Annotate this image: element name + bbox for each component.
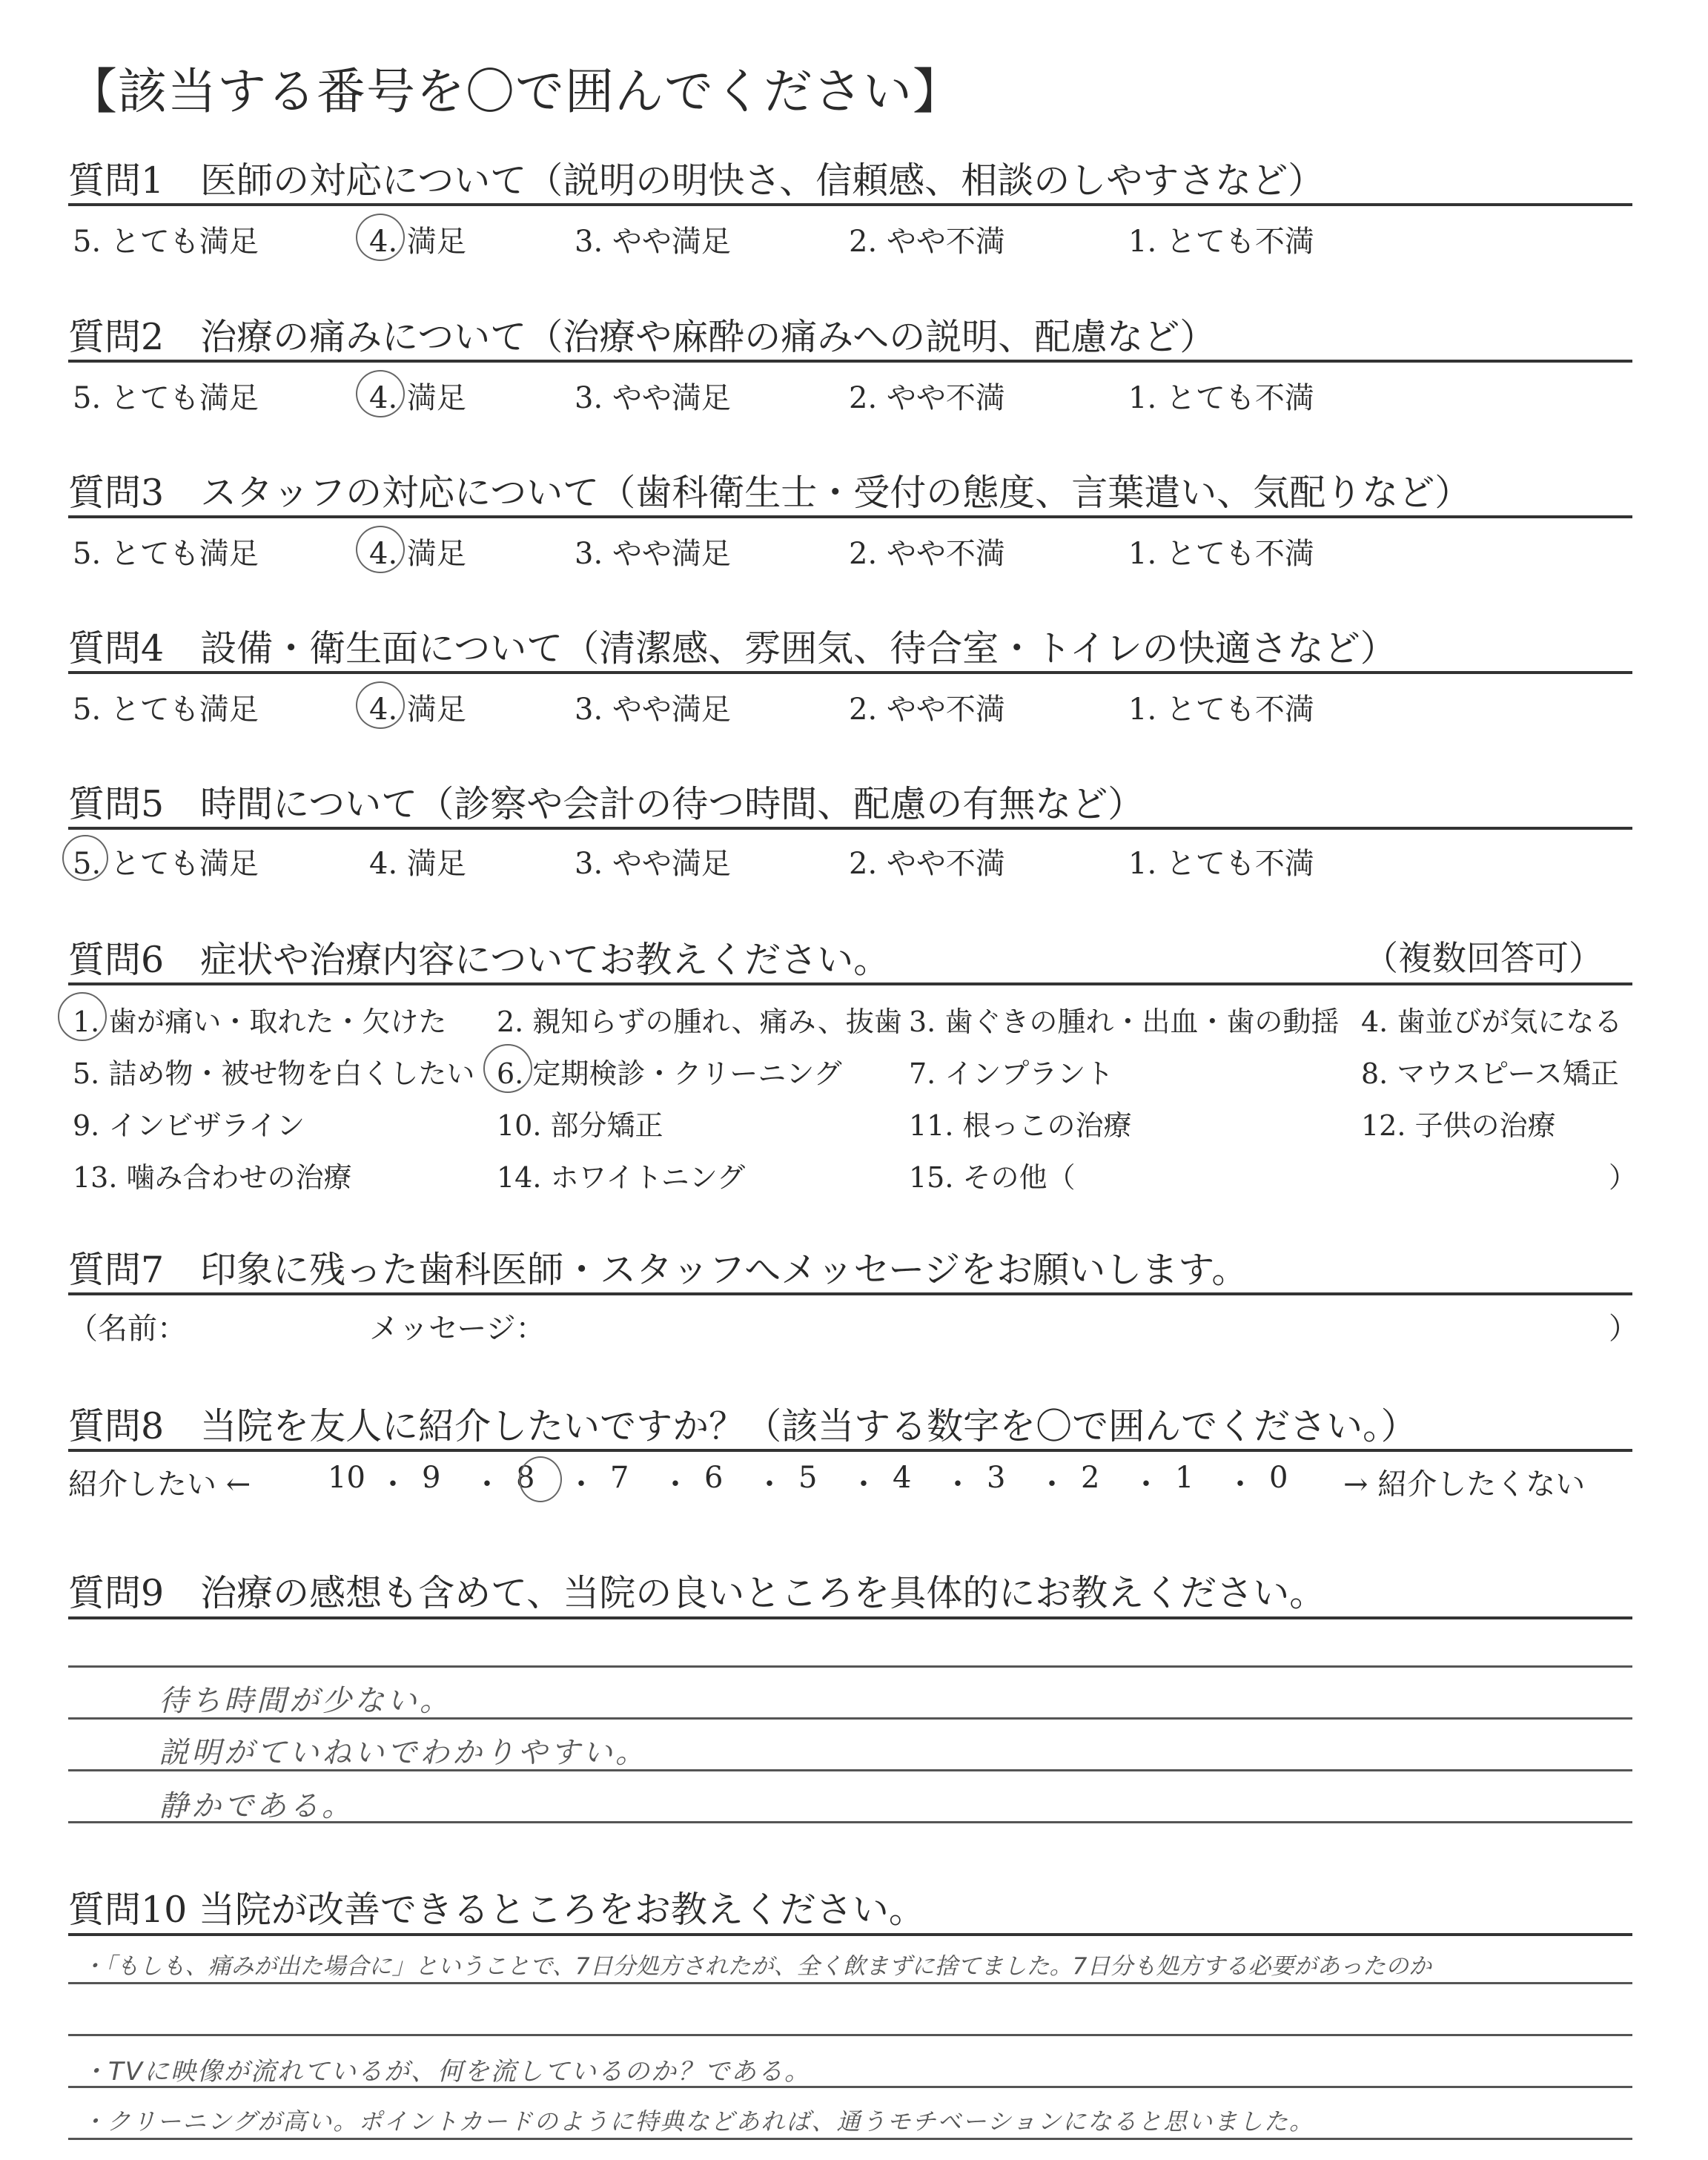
- q1-option-1[interactable]: 1. とても不満: [1128, 225, 1314, 259]
- q8-number-4[interactable]: 4: [893, 1461, 912, 1495]
- q4-selection-circle: [356, 681, 405, 729]
- page-title: 【該当する番号を〇で囲んでください】: [68, 63, 962, 120]
- q10-answer-2: ・TVに映像が流れているが、何を流しているのか？である。: [82, 2057, 812, 2087]
- q8-number-10[interactable]: 10: [328, 1461, 365, 1495]
- q8-left-label: 紹介したい ←: [68, 1467, 251, 1502]
- q8-separator-dot: ・: [849, 1467, 878, 1502]
- q6-option-10[interactable]: 10. 部分矯正: [497, 1109, 663, 1142]
- divider: [68, 515, 1632, 518]
- q4-option-2[interactable]: 2. やや不満: [849, 693, 1005, 727]
- q1-option-2[interactable]: 2. やや不満: [849, 225, 1005, 259]
- q8-number-2[interactable]: 2: [1081, 1461, 1100, 1495]
- q3-option-3[interactable]: 3. やや満足: [575, 537, 731, 571]
- q1-option-4[interactable]: 4. 満足: [369, 225, 466, 259]
- question-2-title: 質問2 治療の痛みについて（治療や麻酔の痛みへの説明、配慮など）: [68, 316, 1217, 358]
- q6-option-9[interactable]: 9. インビザライン: [73, 1109, 305, 1142]
- q6-option-2[interactable]: 2. 親知らずの腫れ、痛み、抜歯: [497, 1005, 902, 1038]
- q3-option-4[interactable]: 4. 満足: [369, 537, 466, 571]
- q9-answer-1: 待ち時間が少ない。: [159, 1684, 452, 1718]
- q9-answer-2: 説明がていねいでわかりやすい。: [159, 1736, 648, 1770]
- q6-option-8[interactable]: 8. マウスピース矯正: [1361, 1057, 1619, 1090]
- q3-option-1[interactable]: 1. とても不満: [1128, 537, 1314, 571]
- q2-selection-circle: [356, 370, 405, 417]
- q6-option-3[interactable]: 3. 歯ぐきの腫れ・出血・歯の動揺: [909, 1005, 1340, 1038]
- q8-number-9[interactable]: 9: [422, 1461, 441, 1495]
- q8-separator-dot: ・: [472, 1467, 502, 1502]
- q3-option-5[interactable]: 5. とても満足: [73, 537, 259, 571]
- question-8-title: 質問8 当院を友人に紹介したいですか？（該当する数字を〇で囲んでください。）: [68, 1405, 1417, 1447]
- q5-option-2[interactable]: 2. やや不満: [849, 847, 1005, 881]
- q8-number-8[interactable]: 8: [516, 1461, 535, 1495]
- q8-selection-circle: [519, 1456, 562, 1502]
- q7-message-label: メッセージ：: [369, 1312, 546, 1346]
- question-10-title: 質問10 当院が改善できるところをお教えください。: [68, 1889, 925, 1931]
- divider: [68, 671, 1632, 674]
- q8-number-7[interactable]: 7: [610, 1461, 629, 1495]
- q1-option-3[interactable]: 3. やや満足: [575, 225, 731, 259]
- q9-answer-3: 静かである。: [159, 1789, 354, 1823]
- q6-selection-circle-6: [483, 1044, 532, 1093]
- q8-separator-dot: ・: [943, 1467, 973, 1502]
- divider: [68, 1292, 1632, 1295]
- q6-option-4[interactable]: 4. 歯並びが気になる: [1361, 1005, 1623, 1038]
- q7-close-paren: ）: [1609, 1312, 1638, 1346]
- q5-option-5[interactable]: 5. とても満足: [73, 847, 259, 881]
- q6-selection-circle-1: [58, 992, 107, 1041]
- q6-option-13[interactable]: 13. 噛み合わせの治療: [73, 1161, 352, 1194]
- question-9-title: 質問9 治療の感想も含めて、当院の良いところを具体的にお教えください。: [68, 1572, 1326, 1614]
- question-5-title: 質問5 時間について（診察や会計の待つ時間、配慮の有無など）: [68, 783, 1145, 825]
- q2-option-4[interactable]: 4. 満足: [369, 381, 466, 415]
- q1-option-5[interactable]: 5. とても満足: [73, 225, 259, 259]
- answer-line: [68, 1982, 1632, 1984]
- q7-name-label: （名前：: [68, 1312, 187, 1346]
- q8-right-label: → 紹介したくない: [1343, 1467, 1586, 1502]
- divider: [68, 1616, 1632, 1619]
- q6-option-15[interactable]: 15. その他（: [909, 1161, 1076, 1194]
- q1-selection-circle: [356, 214, 405, 261]
- divider: [68, 1933, 1632, 1936]
- q5-option-1[interactable]: 1. とても不満: [1128, 847, 1314, 881]
- q8-number-6[interactable]: 6: [704, 1461, 724, 1495]
- q4-option-1[interactable]: 1. とても不満: [1128, 693, 1314, 727]
- divider: [68, 360, 1632, 363]
- q5-selection-circle: [62, 835, 108, 881]
- answer-line: [68, 2034, 1632, 2036]
- q6-option-14[interactable]: 14. ホワイトニング: [497, 1161, 746, 1194]
- q8-number-0[interactable]: 0: [1269, 1461, 1288, 1495]
- q2-option-3[interactable]: 3. やや満足: [575, 381, 731, 415]
- question-6-title: 質問6 症状や治療内容についてお教えください。: [68, 939, 890, 981]
- question-4-title: 質問4 設備・衛生面について（清潔感、雰囲気、待合室・トイレの快適さなど）: [68, 627, 1397, 670]
- q8-number-1[interactable]: 1: [1175, 1461, 1194, 1495]
- q8-separator-dot: ・: [378, 1467, 408, 1502]
- q8-separator-dot: ・: [566, 1467, 596, 1502]
- q3-selection-circle: [356, 526, 405, 573]
- q5-option-3[interactable]: 3. やや満足: [575, 847, 731, 881]
- q6-option-1[interactable]: 1. 歯が痛い・取れた・欠けた: [73, 1005, 447, 1038]
- divider: [68, 827, 1632, 830]
- q2-option-1[interactable]: 1. とても不満: [1128, 381, 1314, 415]
- q3-option-2[interactable]: 2. やや不満: [849, 537, 1005, 571]
- question-1-title: 質問1 医師の対応について（説明の明快さ、信頼感、相談のしやすさなど）: [68, 159, 1325, 202]
- q8-separator-dot: ・: [1131, 1467, 1161, 1502]
- q6-other-close: ）: [1609, 1161, 1638, 1194]
- q10-answer-3: ・クリーニングが高い。ポイントカードのように特典などあれば、通うモチベーションになると思いました。: [82, 2107, 1315, 2136]
- question-6-note: （複数回答可）: [1364, 938, 1603, 978]
- q2-option-5[interactable]: 5. とても満足: [73, 381, 259, 415]
- q5-option-4[interactable]: 4. 満足: [369, 847, 466, 881]
- q4-option-3[interactable]: 3. やや満足: [575, 693, 731, 727]
- q8-separator-dot: ・: [661, 1467, 690, 1502]
- divider: [68, 1449, 1632, 1452]
- q6-option-11[interactable]: 11. 根っこの治療: [909, 1109, 1132, 1142]
- q8-separator-dot: ・: [1225, 1467, 1255, 1502]
- q4-option-4[interactable]: 4. 満足: [369, 693, 466, 727]
- q10-answer-1: ・「もしも、痛みが出た場合に」ということで、7日分処方されたが、全く飲まずに捨てました。7日分も処方する必要があったのか: [82, 1953, 1432, 1980]
- q8-number-3[interactable]: 3: [987, 1461, 1006, 1495]
- answer-line: [68, 2138, 1632, 2140]
- q4-option-5[interactable]: 5. とても満足: [73, 693, 259, 727]
- q6-option-6[interactable]: 6. 定期検診・クリーニング: [497, 1057, 842, 1090]
- divider: [68, 982, 1632, 985]
- divider: [68, 203, 1632, 206]
- q6-option-12[interactable]: 12. 子供の治療: [1361, 1109, 1556, 1142]
- q8-separator-dot: ・: [755, 1467, 784, 1502]
- q8-separator-dot: ・: [1037, 1467, 1067, 1502]
- question-3-title: 質問3 スタッフの対応について（歯科衛生士・受付の態度、言葉遣い、気配りなど）: [68, 472, 1472, 514]
- q6-option-7[interactable]: 7. インプラント: [909, 1057, 1114, 1090]
- question-7-title: 質問7 印象に残った歯科医師・スタッフへメッセージをお願いします。: [68, 1249, 1248, 1291]
- q6-option-5[interactable]: 5. 詰め物・被せ物を白くしたい: [73, 1057, 475, 1090]
- answer-line: [68, 1665, 1632, 1668]
- q2-option-2[interactable]: 2. やや不満: [849, 381, 1005, 415]
- q8-number-5[interactable]: 5: [798, 1461, 818, 1495]
